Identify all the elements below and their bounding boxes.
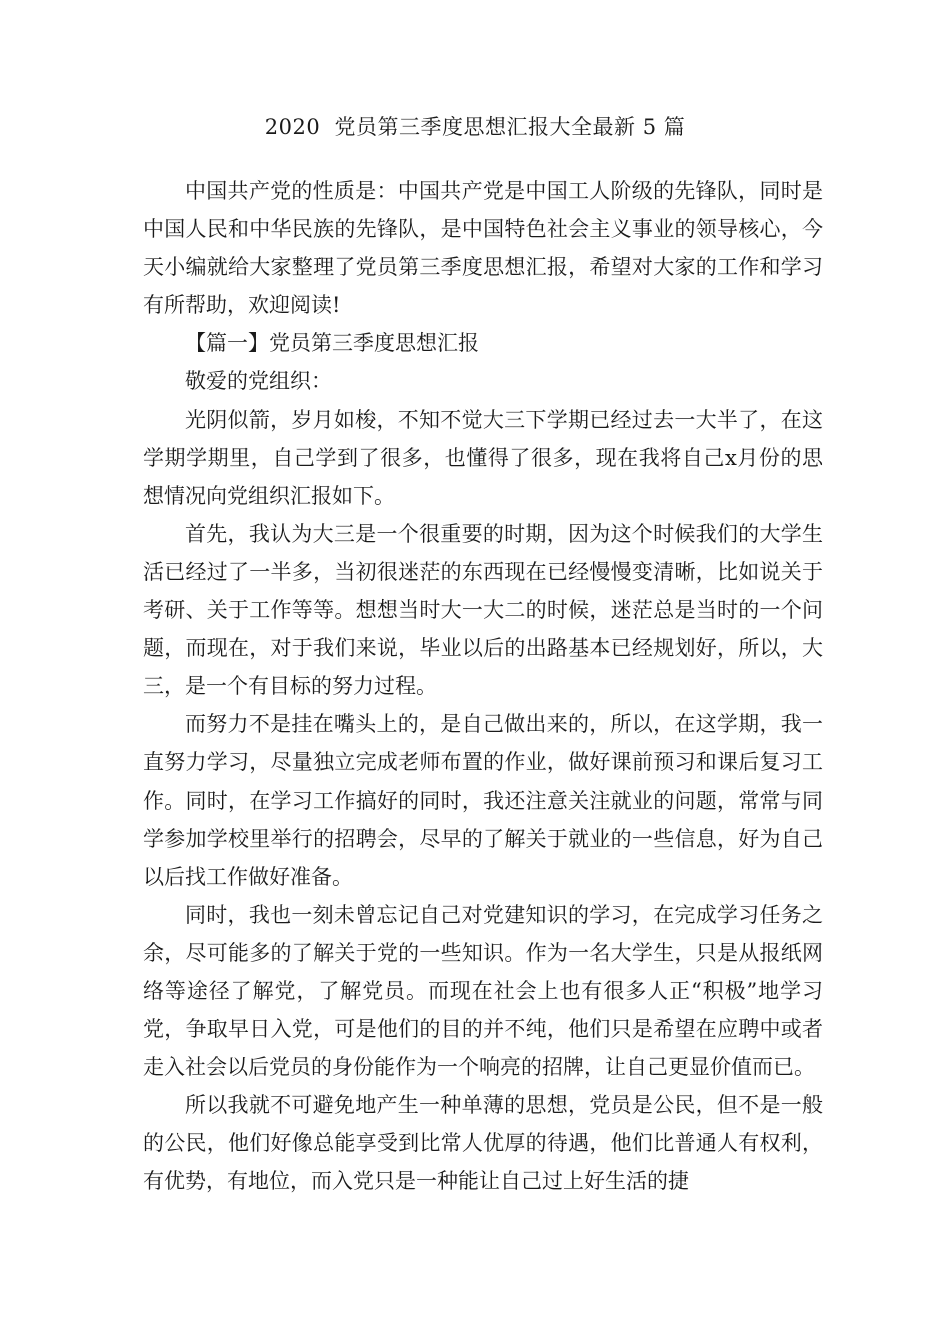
paragraph: 同时，我也一刻未曾忘记自己对党建知识的学习，在完成学习任务之余，尽可能多的了解关于党的一些知识。作为一名大学生，只是从报纸网络等途径了解党，了解党员。而现在社会上也有很多人正“积极”地学习党，争取早日入党，可是他们的目的并不纯，他们只是希望在应聘中或者走入社会以后党员的身份能作为一个响亮的招牌，让自己更显价值而已。 (143, 902, 823, 1080)
paragraph: 首先，我认为大三是一个很重要的时期，因为这个时候我们的大学生活已经过了一半多，当初很迷茫的东西现在已经慢慢变清晰，比如说关于考研、关于工作等等。想想当时大一大二的时候，迷茫总是当时的一个问题，而现在，对于我们来说，毕业以后的出路基本已经规划好，所以，大三，是一个有目标的努力过程。 (143, 521, 823, 699)
document-body (143, 172, 823, 1201)
paragraph: 光阴似箭，岁月如梭，不知不觉大三下学期已经过去一大半了，在这学期学期里，自己学到了很多，也懂得了很多，现在我将自己x月份的思想情况向党组织汇报如下。 (143, 407, 823, 508)
salutation: 敬爱的党组织： (185, 369, 332, 394)
paragraph: 所以我就不可避免地产生一种单薄的思想，党员是公民，但不是一般的公民，他们好像总能享受到比常人优厚的待遇，他们比普通人有权利，有优势，有地位，而入党只是一种能让自己过上好生活的捷 (143, 1093, 823, 1194)
document-title: 2020 党员第三季度思想汇报大全最新 5 篇 (264, 115, 686, 139)
paragraph: 而努力不是挂在嘴头上的，是自己做出来的，所以，在这学期，我一直努力学习，尽量独立完成老师布置的作业，做好课前预习和课后复习工作。同时，在学习工作搞好的同时，我还注意关注就业的问题，常常与同学参加学校里举行的招聘会，尽早的了解关于就业的一些信息，好为自己以后找工作做好准备。 (143, 712, 823, 889)
paragraph-intro: 中国共产党的性质是：中国共产党是中国工人阶级的先锋队，同时是中国人民和中华民族的先锋队，是中国特色社会主义事业的领导核心，今天小编就给大家整理了党员第三季度思想汇报，希望对大家的工作和学习有所帮助，欢迎阅读! (143, 179, 823, 318)
section-heading: 【篇一】党员第三季度思想汇报 (185, 331, 479, 356)
